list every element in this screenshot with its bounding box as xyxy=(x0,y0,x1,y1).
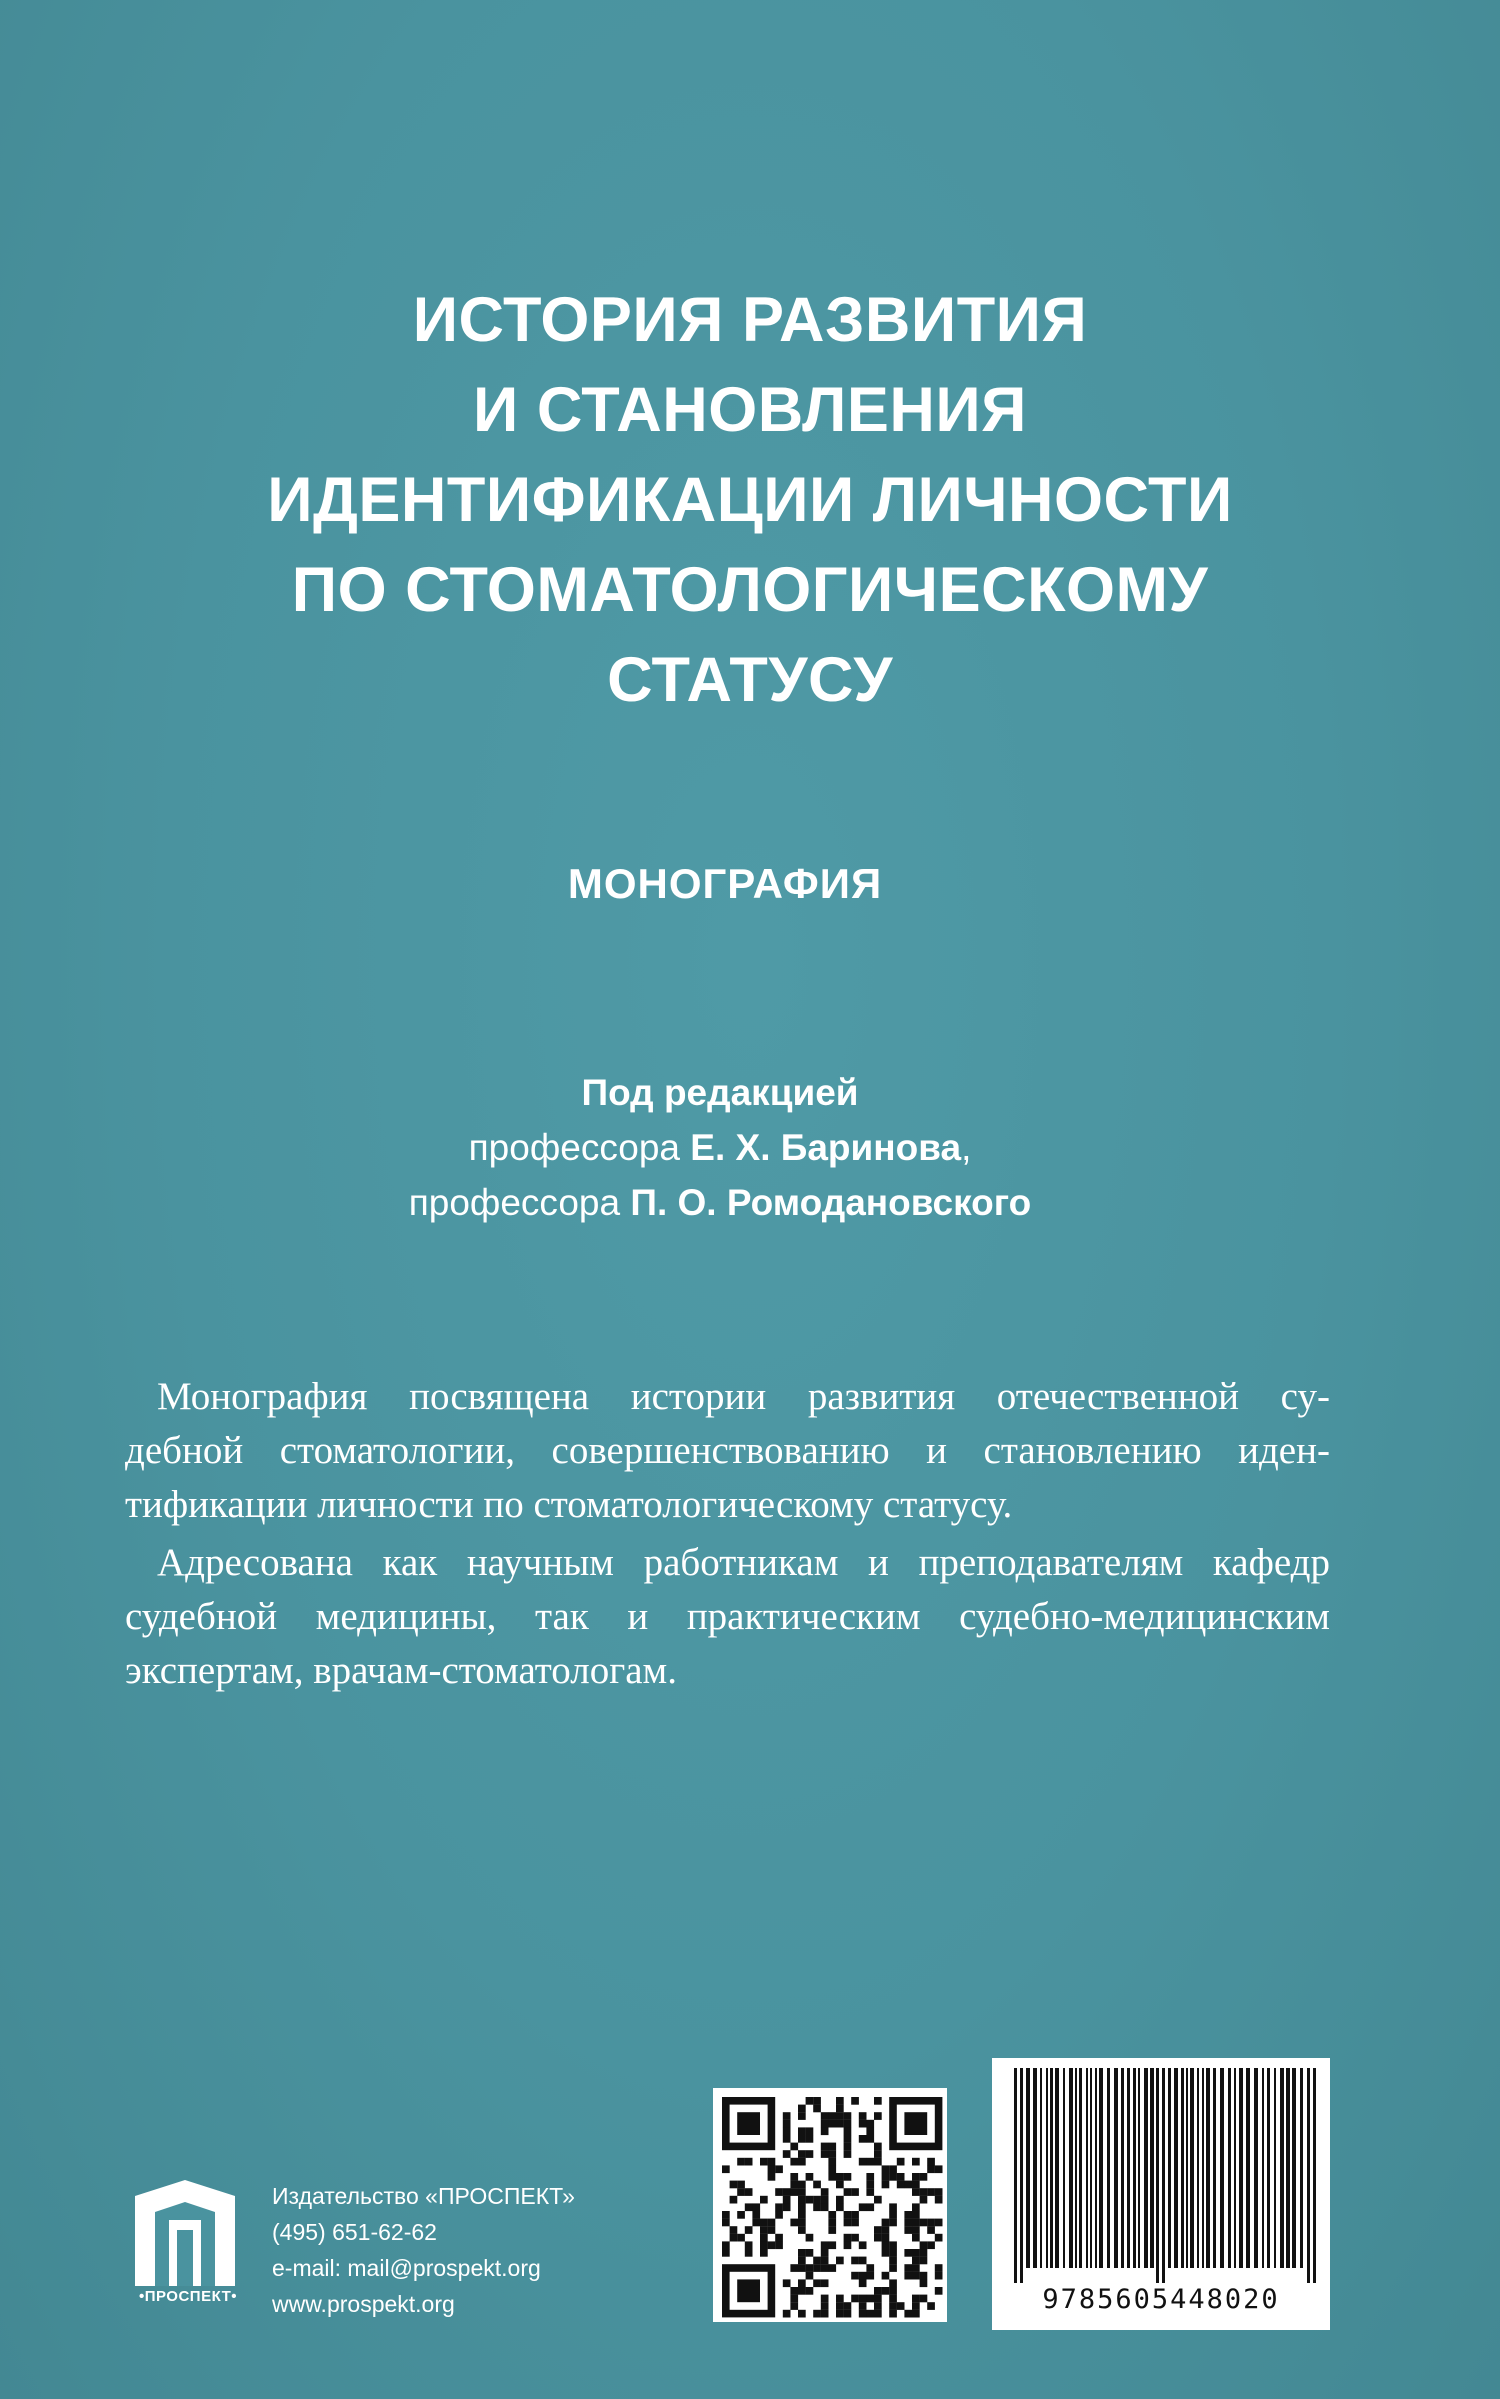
barcode-icon xyxy=(992,2058,1330,2283)
annotation-word: совершенствованию xyxy=(551,1429,890,1472)
annotation-line xyxy=(125,1644,1330,1698)
book-title xyxy=(0,275,1500,725)
title-line: СТАТУСУ xyxy=(607,645,893,715)
annotation-word: тификации личности по стоматологическому статусу. xyxy=(125,1483,1013,1526)
annotation-word: так xyxy=(535,1595,589,1638)
editor-name: Е. Х. Баринова xyxy=(690,1127,962,1168)
annotation-word: судебной xyxy=(125,1595,278,1638)
title-line: И СТАНОВЛЕНИЯ xyxy=(473,375,1027,445)
annotation-word: работникам xyxy=(643,1541,839,1584)
annotation-word: стоматологии, xyxy=(279,1429,516,1472)
publisher-email: e-mail: mail@prospekt.org xyxy=(272,2255,541,2281)
annotation-text xyxy=(125,1370,1330,1698)
annotation-word: истории xyxy=(630,1375,767,1418)
annotation-word: су- xyxy=(1280,1375,1330,1418)
qr-code xyxy=(713,2088,947,2322)
isbn-barcode xyxy=(992,2058,1330,2330)
publisher-phone: (495) 651-62-62 xyxy=(272,2219,437,2245)
annotation-word: и xyxy=(868,1541,889,1584)
annotation-line xyxy=(125,1590,1330,1644)
annotation-line xyxy=(125,1478,1330,1532)
publisher-logo-icon xyxy=(125,2178,245,2288)
annotation-word: Монография xyxy=(157,1375,368,1418)
annotation-word: судебно-медицинским xyxy=(959,1595,1330,1638)
editor-title: профессора xyxy=(408,1182,621,1223)
annotation-word: медицины, xyxy=(315,1595,497,1638)
editor-line-2 xyxy=(0,1175,1440,1230)
publisher-website: www.prospekt.org xyxy=(272,2291,455,2317)
editor-name: П. О. Ромодановского xyxy=(630,1182,1032,1223)
editor-separator: , xyxy=(961,1127,972,1168)
publisher-logo-text: •ПРОСПЕКТ• xyxy=(138,2288,238,2305)
annotation-line xyxy=(125,1536,1330,1590)
annotation-word: иден- xyxy=(1238,1429,1330,1472)
genre-label: МОНОГРАФИЯ xyxy=(567,860,883,907)
annotation-word: посвящена xyxy=(409,1375,590,1418)
annotation-word: и xyxy=(926,1429,948,1472)
title-line: ПО СТОМАТОЛОГИЧЕСКОМУ xyxy=(291,555,1209,625)
annotation-word: экспертам, врачам-стоматологам. xyxy=(125,1649,677,1692)
isbn-number: 9785605448020 xyxy=(1042,2284,1280,2315)
annotation-word: научным xyxy=(466,1541,614,1584)
annotation-word: развития xyxy=(807,1375,956,1418)
qr-code-icon xyxy=(713,2088,947,2322)
annotation-word: как xyxy=(382,1541,438,1584)
annotation-line xyxy=(125,1424,1330,1478)
annotation-word: практическим xyxy=(686,1595,921,1638)
publisher-info xyxy=(272,2178,575,2322)
annotation-word: дебной xyxy=(125,1429,244,1472)
annotation-word: Адресована xyxy=(157,1541,353,1584)
title-line: ИСТОРИЯ РАЗВИТИЯ xyxy=(412,285,1088,355)
editors-heading: Под редакцией xyxy=(581,1072,859,1113)
annotation-word: и xyxy=(627,1595,649,1638)
publisher-name: Издательство «ПРОСПЕКТ» xyxy=(272,2183,575,2209)
editors-block xyxy=(0,1065,1440,1230)
editor-title: профессора xyxy=(468,1127,680,1168)
title-line: ИДЕНТИФИКАЦИИ ЛИЧНОСТИ xyxy=(267,465,1233,535)
annotation-word: отечественной xyxy=(996,1375,1240,1418)
annotation-word: кафедр xyxy=(1212,1541,1330,1584)
editor-line-1 xyxy=(0,1120,1440,1175)
annotation-word: становлению xyxy=(983,1429,1202,1472)
annotation-word: преподавателям xyxy=(918,1541,1184,1584)
annotation-line xyxy=(125,1370,1330,1424)
